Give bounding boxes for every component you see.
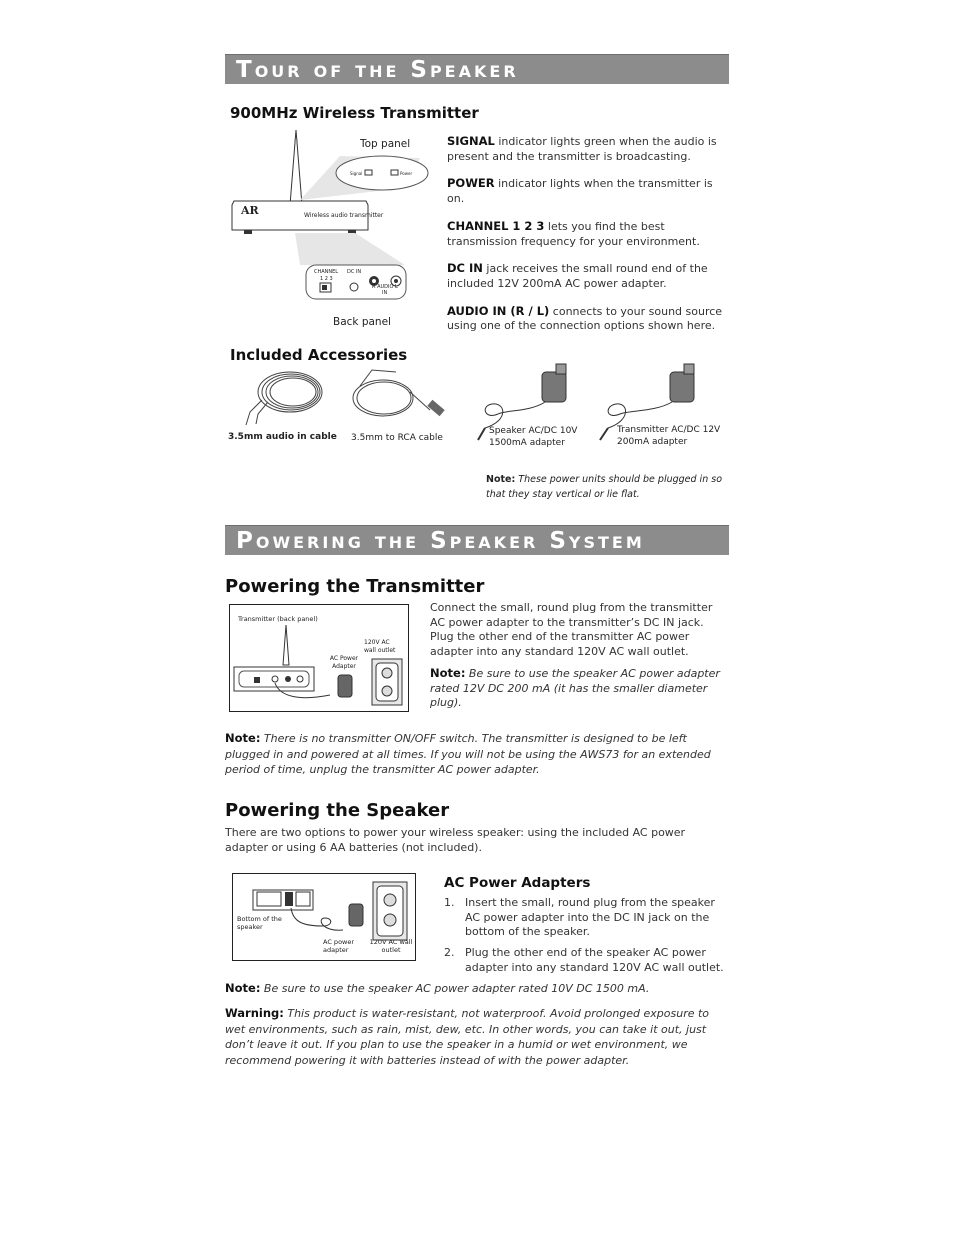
feature-dc-in: DC IN jack receives the small round end of the included 12V 200mA AC power adapter. — [447, 261, 708, 290]
speaker-connection-drawing — [233, 874, 234, 875]
figure-speaker-adapter-label: AC power adapter — [323, 938, 355, 954]
warning-note: Warning: This product is water-resistant, not waterproof. Avoid prolonged exposure to wet environments, such as rain, mist, dew, etc. In other words, you can take it out, just don’t leave it out. If you plan to use the speaker in a humid or wet environment, we recommend powering it with batteries instead of with the power adapter. — [225, 1006, 710, 1067]
power-unit-note: Note: These power units should be plugged in so that they stay vertical or lie flat. — [486, 474, 723, 500]
powering-transmitter-heading: Powering the Transmitter — [225, 576, 485, 597]
accessories-heading: Included Accessories — [230, 346, 408, 364]
powering-speaker-heading: Powering the Speaker — [225, 800, 450, 821]
device-name-label: Wireless audio transmitter — [304, 212, 384, 219]
transmitter-note: Note: Be sure to use the speaker AC power adapter rated 12V DC 200 mA (it has the smaller diameter plug). — [430, 665, 720, 710]
back-panel-dcin-label: DC IN — [347, 269, 362, 275]
speaker-intro: There are two options to power your wireless speaker: using the included AC power adapter or using 6 AA batteries (not included). — [225, 826, 686, 854]
figure-outlet-label: 120V AC wall outlet — [364, 639, 396, 654]
top-panel-label: Top panel — [360, 138, 411, 150]
top-panel-signal-label: Signal — [350, 171, 363, 176]
figure-bottom-label: Bottom of the speaker — [237, 915, 282, 931]
feature-list — [447, 134, 727, 346]
transmitter-instructions — [430, 601, 730, 723]
transmitter-heading: 900MHz Wireless Transmitter — [230, 104, 479, 122]
accessory-audio-cable-label: 3.5mm audio in cable — [228, 432, 337, 442]
accessory-transmitter-adapter-label: Transmitter AC/DC 12V 200mA adapter — [617, 425, 721, 447]
figure-title: Transmitter (back panel) — [238, 615, 318, 623]
feature-channel: CHANNEL 1 2 3 lets you find the best transmission frequency for your environment. — [447, 218, 700, 248]
ac-step-2: 2. Plug the other end of the speaker AC power adapter into any standard 120V AC wall outlet. — [444, 946, 724, 974]
figure-adapter-label: AC Power Adapter — [329, 655, 359, 670]
transmitter-connection-drawing — [230, 605, 231, 606]
speaker-note: Note: Be sure to use the speaker AC power adapter rated 10V DC 1500 mA. — [225, 981, 650, 995]
brand-logo: AR — [241, 204, 259, 217]
feature-signal: SIGNAL indicator lights green when the audio is present and the transmitter is broadcasting. — [447, 134, 717, 163]
back-panel-audio-label: R AUDIO L — [372, 284, 398, 290]
switch-note: Note: There is no transmitter ON/OFF switch. The transmitter is designed to be left plugged in and powered at all times. If you will not be using the AWS73 for an extended period of time, unplug the transmitter AC power adapter. — [225, 731, 711, 776]
feature-audio-in: AUDIO IN (R / L) connects to your sound source using one of the connection options shown here. — [447, 303, 723, 333]
back-panel-in-label: IN — [382, 290, 388, 296]
ac-power-heading: AC Power Adapters — [444, 875, 591, 891]
section-banner-tour: Tour of the Speaker — [225, 54, 729, 84]
transmitter-instructions-text: Connect the small, round plug from the transmitter AC power adapter to the transmitter’s DC IN jack. Plug the other end of the transmitter AC power adapter into any standard 120V AC wall outlet. — [430, 601, 713, 659]
accessory-speaker-adapter-label: Speaker AC/DC 10V 1500mA adapter — [489, 426, 578, 448]
back-panel-channel-nums: 1 2 3 — [320, 276, 333, 282]
section-banner-powering: Powering the Speaker System — [225, 525, 729, 555]
ac-steps — [444, 896, 730, 982]
top-panel-power-label: Power — [400, 171, 413, 176]
accessory-rca-cable-label: 3.5mm to RCA cable — [351, 433, 443, 443]
ac-step-1: 1. Insert the small, round plug from the speaker AC power adapter into the DC IN jack on the bottom of the speaker. — [444, 896, 715, 939]
figure-speaker-outlet-label: 120V AC wall outlet — [369, 938, 413, 954]
back-panel-label: Back panel — [333, 316, 391, 328]
back-panel-channel-label: CHANNEL — [314, 269, 339, 275]
feature-power: POWER indicator lights when the transmitter is on. — [447, 176, 713, 206]
accessories-drawing — [0, 0, 1, 1]
transmitter-connection-figure — [229, 604, 409, 712]
speaker-connection-figure — [232, 873, 416, 961]
